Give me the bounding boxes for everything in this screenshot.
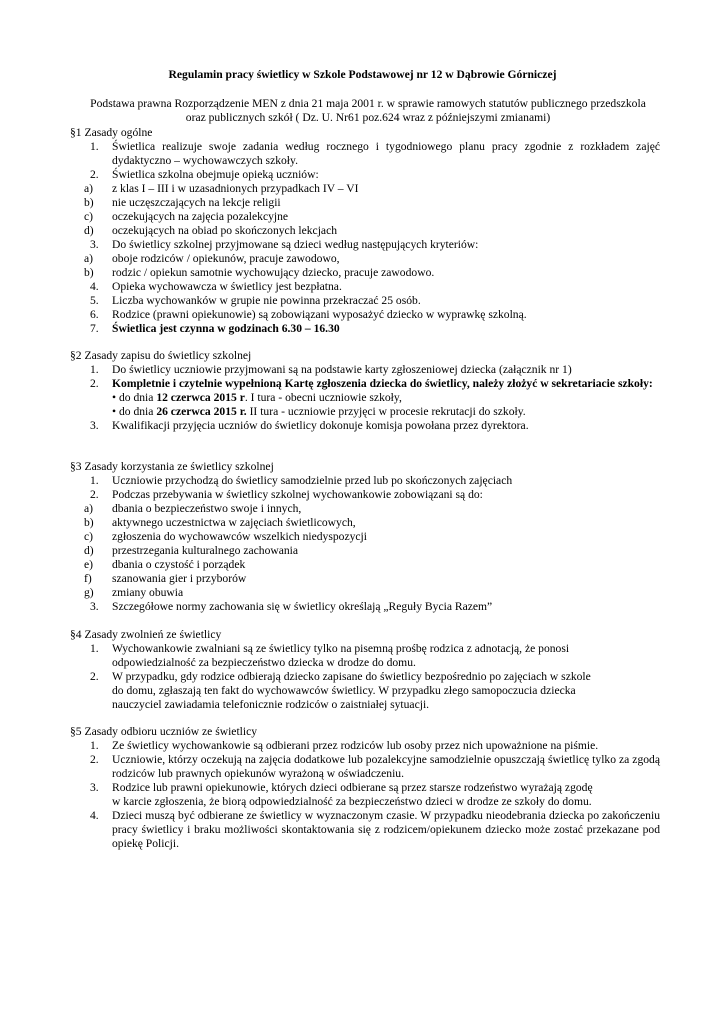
list-item: 7. Świetlica jest czynna w godzinach 6.30 – 16.30 [90,322,340,335]
sub-item: b) nie uczęszczających na lekcje religii [84,196,281,209]
sub-item: b) aktywnego uczestnictwa w zajęciach świetlicowych, [84,516,356,529]
list-item: 1. Ze świetlicy wychowankowie są odbierani przez rodziców lub osoby przez nich upoważnione na piśmie. [90,739,599,752]
sub-item: d) przestrzegania kulturalnego zachowania [84,544,299,557]
document-title: Regulamin pracy świetlicy w Szkole Podstawowej nr 12 w Dąbrowie Górniczej [168,68,557,81]
legal-basis [84,97,652,125]
legal-basis-line: oraz publicznych szkół ( Dz. U. Nr61 poz.624 wraz z późniejszymi zmianami) [185,111,551,124]
section-1 [70,126,660,336]
section-4 [70,628,660,712]
list-item: 3. Do świetlicy szkolnej przyjmowane są dzieci według następujących kryteriów: [90,238,479,251]
list-item: 2. Kompletnie i czytelnie wypełnioną Kartę zgłoszenia dziecka do świetlicy, należy złożyć w sekretariacie szkoły: [90,377,653,390]
list-item: 2. Podczas przebywania w świetlicy szkolnej wychowankowie zobowiązani są do: [90,488,483,501]
list-item: 1. Wychowankowie zwalniani są ze świetlicy tylko na pisemną prośbę rodzica z adnotacją, że ponosi odpowiedzialność za bezpieczeństwo dziecka w drodze do domu. [90,642,570,669]
sub-item: a) z klas I – III i w uzasadnionych przypadkach IV – VI [84,182,359,195]
list-item: 3. Szczegółowe normy zachowania się w świetlicy określają „Reguły Bycia Razem” [90,600,493,613]
sub-item: a) oboje rodziców / opiekunów, pracuje zawodowo, [84,252,340,265]
legal-basis-line: Podstawa prawna Rozporządzenie MEN z dnia 21 maja 2001 r. w sprawie ramowych statutów publicznego przedszkola [90,97,646,110]
sub-item: f) szanowania gier i przyborów [84,572,247,585]
section-2 [70,349,660,433]
section-title: §2 Zasady zapisu do świetlicy szkolnej [70,349,252,362]
list-item: 1. Do świetlicy uczniowie przyjmowani są na podstawie karty zgłoszeniowej dziecka (załącznik nr 1) [90,363,572,376]
list-item: 3. Kwalifikacji przyjęcia uczniów do świetlicy dokonuje komisja powołana przez dyrektora. [90,419,529,432]
sub-item: a) dbania o bezpieczeństwo swoje i innych, [84,502,302,515]
sub-item: d) oczekujących na obiad po skończonych lekcjach [84,224,338,237]
section-title: §5 Zasady odbioru uczniów ze świetlicy [70,725,258,738]
list-item: 2. Świetlica szkolna obejmuje opieką uczniów: [90,168,319,181]
sub-item: c) zgłoszenia do wychowawców wszelkich niedyspozycji [84,530,367,543]
list-item: 4. Dzieci muszą być odbierane ze świetlicy w wyznaczonym czasie. W przypadku nieodebrania dziecka po zakończeniu pracy świetlicy i braku możliwości skontaktowania się z rodzicem/opiekunem dziecko może zostać przekazane pod opiekę Policji. [90,809,660,850]
section-title: §4 Zasady zwolnień ze świetlicy [70,628,222,641]
list-item: 3. Rodzice lub prawni opiekunowie, których dzieci odbierane są przez starsze rodzeństwo wyrażają zgodę w karcie zgłoszenia, że biorą odpowiedzialność za bezpieczeństwo dzieci w drodze ze szkoły do domu. [90,781,593,808]
sub-item: b) rodzic / opiekun samotnie wychowujący dziecko, pracuje zawodowo. [84,266,435,279]
list-item: 6. Rodzice (prawni opiekunowie) są zobowiązani wyposażyć dziecko w wyprawkę szkolną. [90,308,527,321]
list-item: 2. Uczniowie, którzy oczekują na zajęcia dodatkowe lub pozalekcyjne samodzielnie opuszczają świetlicę tylko za zgodą rodziców lub prawnych opiekunów wyrażoną w oświadczeniu. [90,753,660,780]
section-title: §1 Zasady ogólne [70,126,153,139]
sub-item: e) dbania o czystość i porządek [84,558,246,571]
list-item: 1. Uczniowie przychodzą do świetlicy samodzielnie przed lub po skończonych zajęciach [90,474,513,487]
section-3 [70,460,660,614]
sub-item: c) oczekujących na zajęcia pozalekcyjne [84,210,289,223]
list-item: 1. Świetlica realizuje swoje zadania według rocznego i tygodniowego planu pracy zgodnie z rozkładem zajęć dydaktyczno – wychowawczych szkoły. [90,140,660,167]
section-5 [70,725,660,851]
list-item: 2. W przypadku, gdy rodzice odbierają dziecko zapisane do świetlicy bezpośrednio po zajęciach w szkole do domu, zgłaszają ten fakt do wychowawców świetlicy. W przypadku złego samopoczucia dziecka nauczyciel zawiadamia telefonicznie rodziców o zaistniałej sytuacji. [90,670,591,711]
sub-item: g) zmiany obuwia [84,586,184,599]
list-item: 4. Opieka wychowawcza w świetlicy jest bezpłatna. [90,280,342,293]
list-item: • do dnia 26 czerwca 2015 r. II tura - uczniowie przyjęci w procesie rekrutacji do szkoły. [112,405,526,418]
list-item: 5. Liczba wychowanków w grupie nie powinna przekraczać 25 osób. [90,294,421,307]
list-item: • do dnia 12 czerwca 2015 r. I tura - obecni uczniowie szkoły, [112,391,402,404]
section-title: §3 Zasady korzystania ze świetlicy szkolnej [70,460,274,473]
